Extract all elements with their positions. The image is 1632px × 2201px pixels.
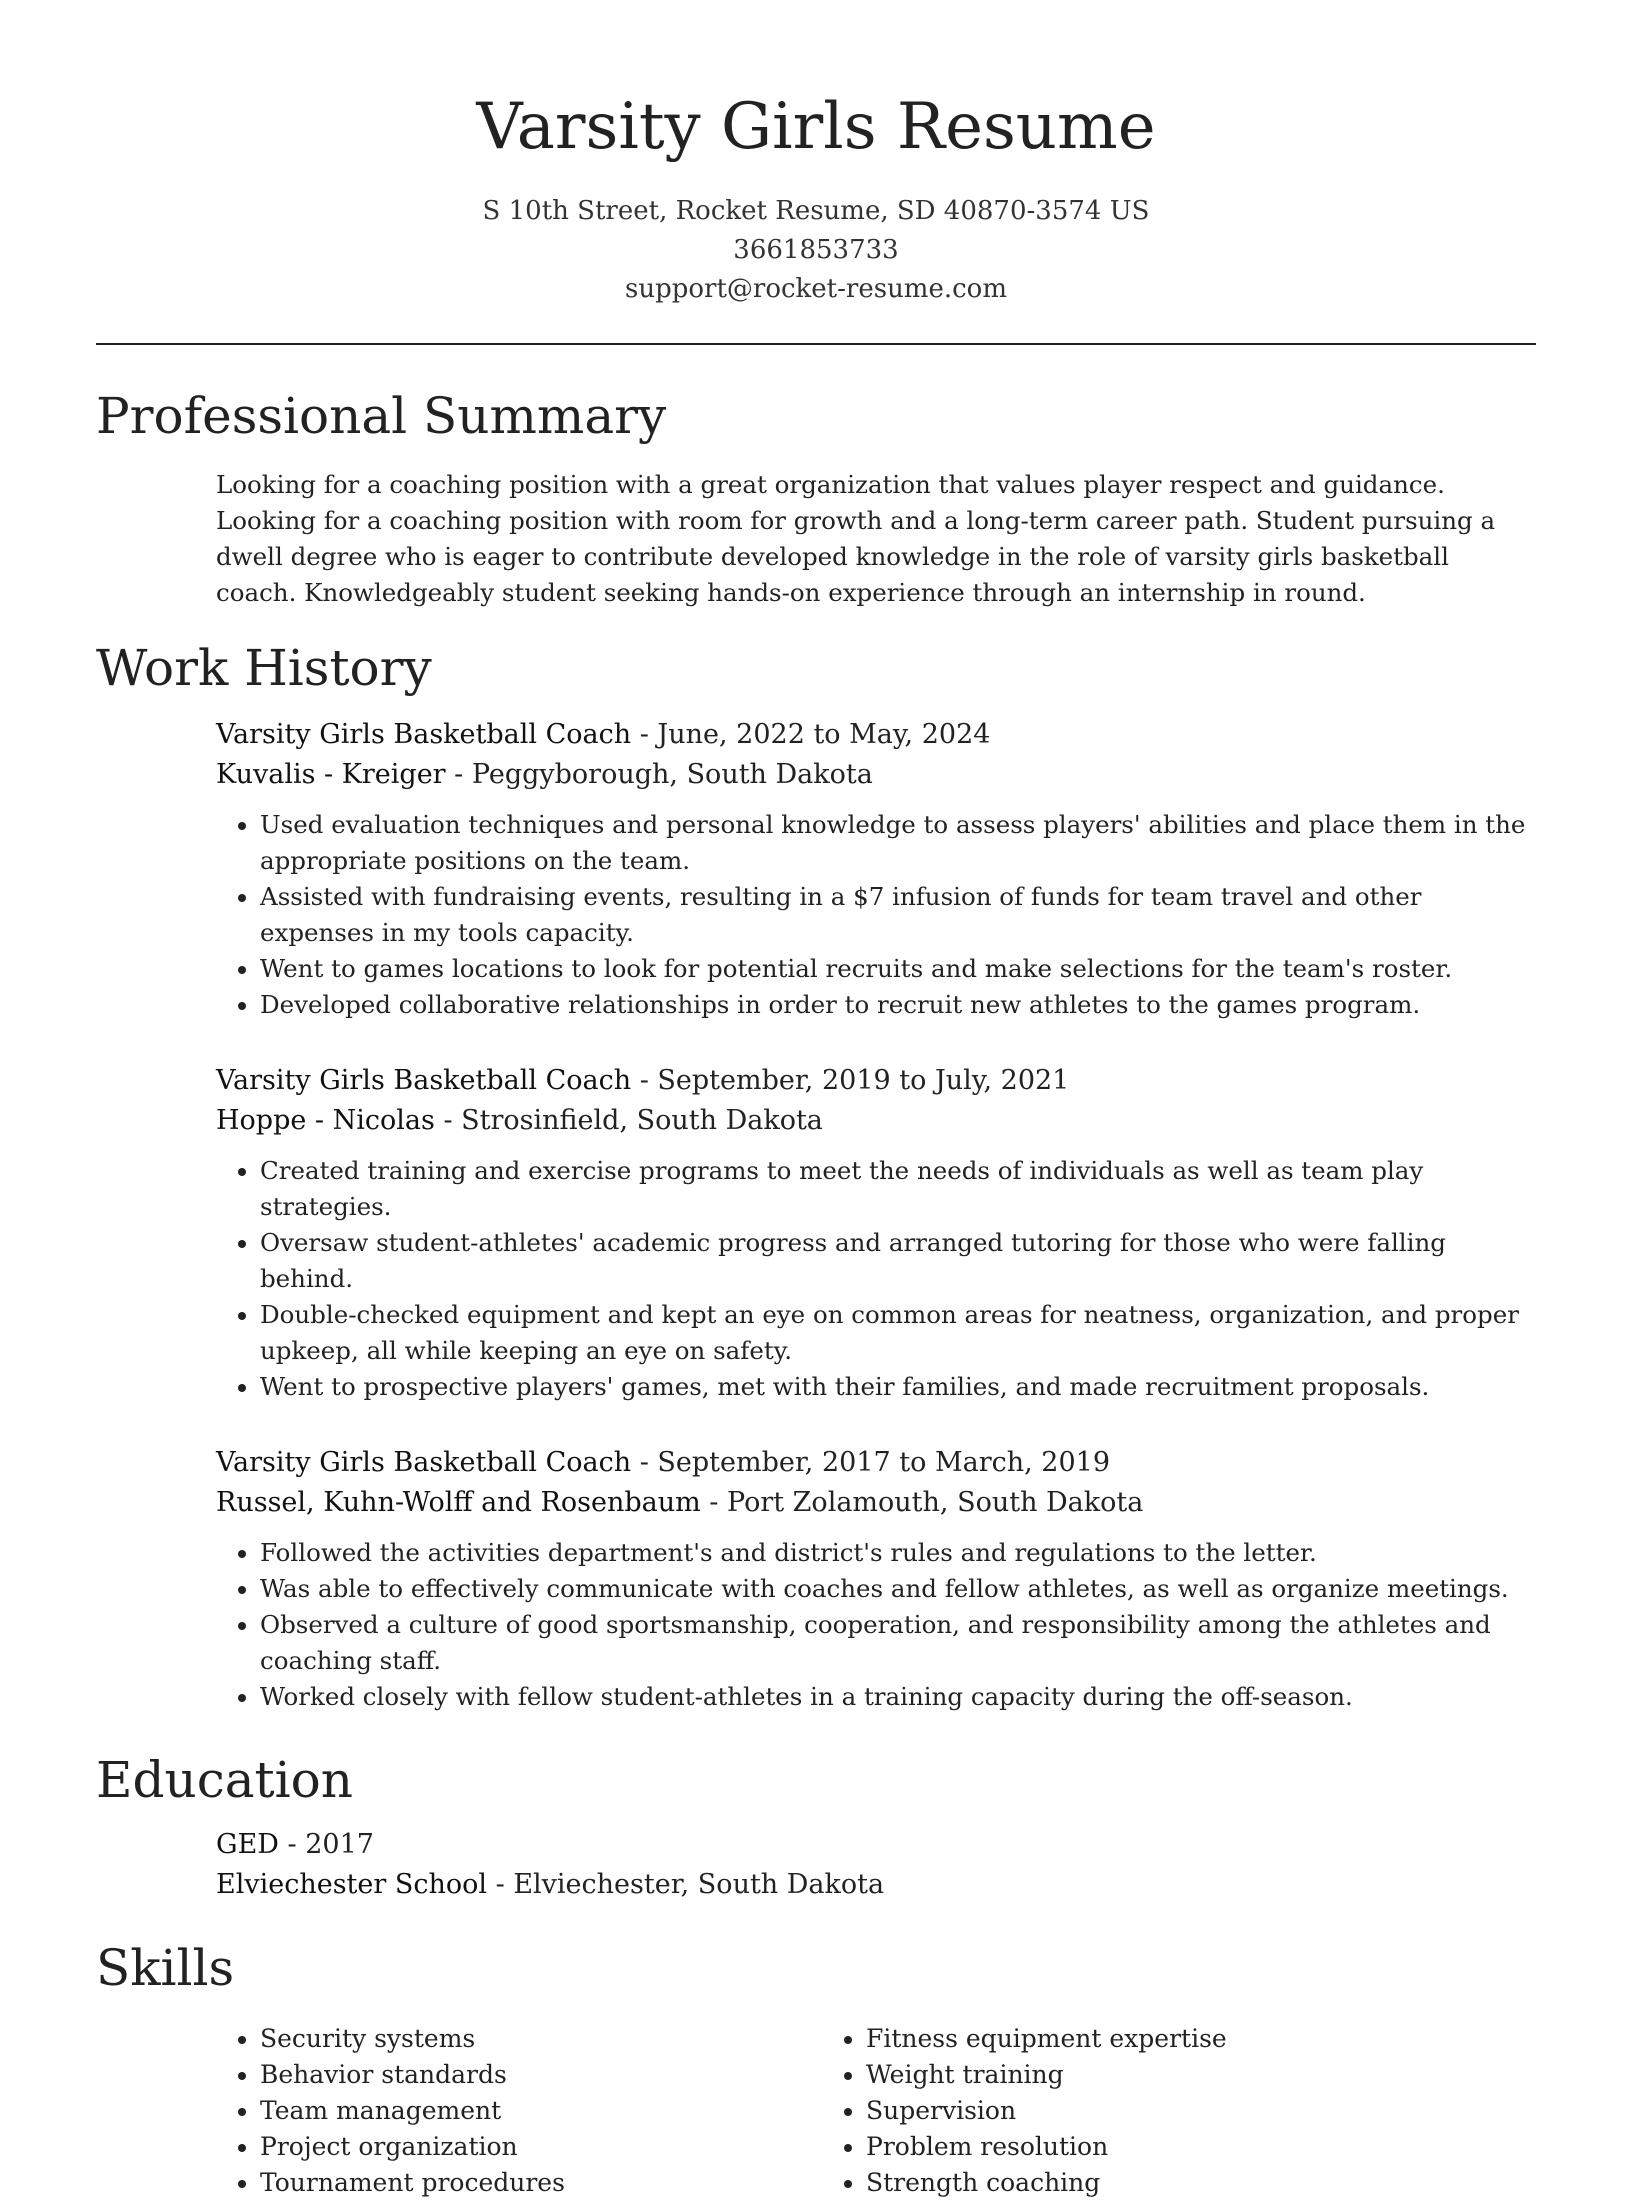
summary-section — [96, 383, 1536, 611]
skill-item: • Project organization — [260, 2129, 822, 2165]
job-location: - Port Zolamouth, South Dakota — [700, 1487, 1144, 1518]
school-location: - Elviechester, South Dakota — [487, 1869, 885, 1900]
skill-item: • Team management — [260, 2093, 822, 2129]
skill-item: • Problem resolution — [866, 2129, 1428, 2165]
job-company-line — [216, 1101, 1536, 1141]
job-dates: - September, 2019 to July, 2021 — [631, 1065, 1070, 1096]
job-company-line — [216, 755, 1536, 795]
education-heading: Education — [96, 1751, 353, 1809]
job-bullet: • Was able to effectively communicate with coaches and fellow athletes, as well as organize meetings. — [260, 1571, 1536, 1607]
job-title: Varsity Girls Basketball Coach — [216, 1447, 632, 1478]
job-bullet: • Oversaw student-athletes' academic progress and arranged tutoring for those who were falling behind. — [260, 1225, 1536, 1297]
job-dates: - September, 2017 to March, 2019 — [631, 1447, 1110, 1478]
job-bullet: • Worked closely with fellow student-athletes in a training capacity during the off-season. — [260, 1679, 1536, 1715]
job-bullets — [216, 1535, 1536, 1715]
summary-heading: Professional Summary — [96, 387, 667, 445]
job-bullet: • Developed collaborative relationships in order to recruit new athletes to the games program. — [260, 987, 1536, 1023]
jobs-list — [216, 715, 1536, 1715]
job-company-line — [216, 1483, 1536, 1523]
job-entry — [216, 715, 1536, 1023]
job-title-line — [216, 715, 1536, 755]
job-location: - Peggyborough, South Dakota — [445, 759, 873, 790]
resume-header — [0, 0, 1632, 309]
degree-line — [216, 1825, 1536, 1865]
job-bullet: • Assisted with fundraising events, resulting in a $7 infusion of funds for team travel and other expenses in my tools capacity. — [260, 879, 1536, 951]
job-title-line — [216, 1061, 1536, 1101]
school-line — [216, 1865, 1536, 1905]
skills-columns — [216, 2021, 1536, 2201]
skill-item: • Supervision — [866, 2093, 1428, 2129]
job-bullet: • Created training and exercise programs to meet the needs of individuals as well as team play strategies. — [260, 1153, 1536, 1225]
degree-name: GED — [216, 1829, 279, 1860]
job-bullets — [216, 807, 1536, 1023]
work-history-heading: Work History — [96, 639, 432, 697]
job-title: Varsity Girls Basketball Coach — [216, 1065, 632, 1096]
school-name: Elviechester School — [216, 1869, 488, 1900]
skill-item: • Strength coaching — [866, 2165, 1428, 2201]
skill-item: • Behavior standards — [260, 2057, 822, 2093]
skills-section — [96, 1935, 1536, 2201]
resume-title: Varsity Girls Resume — [476, 90, 1156, 164]
job-dates: - June, 2022 to May, 2024 — [631, 719, 991, 750]
skill-item: • Fitness equipment expertise — [866, 2021, 1428, 2057]
degree-year: - 2017 — [278, 1829, 374, 1860]
job-company: Hoppe - Nicolas — [216, 1105, 435, 1136]
email-text: support@rocket-resume.com — [624, 274, 1007, 304]
job-company: Russel, Kuhn-Wolff and Rosenbaum — [216, 1487, 701, 1518]
skill-item: • Security systems — [260, 2021, 822, 2057]
job-bullet: • Followed the activities department's and district's rules and regulations to the letter. — [260, 1535, 1536, 1571]
skills-list-right — [822, 2021, 1428, 2201]
skill-item: • Tournament procedures — [260, 2165, 822, 2201]
job-location: - Strosinfield, South Dakota — [434, 1105, 823, 1136]
job-entry — [216, 1443, 1536, 1715]
education-section — [96, 1747, 1536, 1905]
contact-block — [0, 192, 1632, 309]
skills-heading: Skills — [96, 1939, 235, 1997]
summary-text: Looking for a coaching position with a great organization that values player respect and guidance. Looking for a coaching position with room for growth and a long-term career path. Student pursuing a dwell degree who is eager to contribute developed knowledge in the role of varsity girls basketball coach. Knowledgeably student seeking hands-on experience through an internship in round. — [216, 470, 1496, 607]
skill-item: • Weight training — [866, 2057, 1428, 2093]
education-entry — [216, 1825, 1536, 1905]
address-text: S 10th Street, Rocket Resume, SD 40870-3574 US — [482, 196, 1150, 226]
work-history-section — [96, 635, 1536, 1715]
job-bullet: • Used evaluation techniques and personal knowledge to assess players' abilities and place them in the appropriate positions on the team. — [260, 807, 1536, 879]
job-title: Varsity Girls Basketball Coach — [216, 719, 632, 750]
header-divider — [96, 343, 1536, 345]
job-bullet: • Observed a culture of good sportsmanship, cooperation, and responsibility among the athletes and coaching staff. — [260, 1607, 1536, 1679]
job-bullets — [216, 1153, 1536, 1405]
skills-list-left — [216, 2021, 822, 2201]
job-company: Kuvalis - Kreiger — [216, 759, 446, 790]
phone-text: 3661853733 — [733, 235, 899, 265]
job-title-line — [216, 1443, 1536, 1483]
job-bullet: • Went to games locations to look for potential recruits and make selections for the team's roster. — [260, 951, 1536, 987]
job-bullet: • Went to prospective players' games, met with their families, and made recruitment proposals. — [260, 1369, 1536, 1405]
job-bullet: • Double-checked equipment and kept an eye on common areas for neatness, organization, and proper upkeep, all while keeping an eye on safety. — [260, 1297, 1536, 1369]
job-entry — [216, 1061, 1536, 1405]
